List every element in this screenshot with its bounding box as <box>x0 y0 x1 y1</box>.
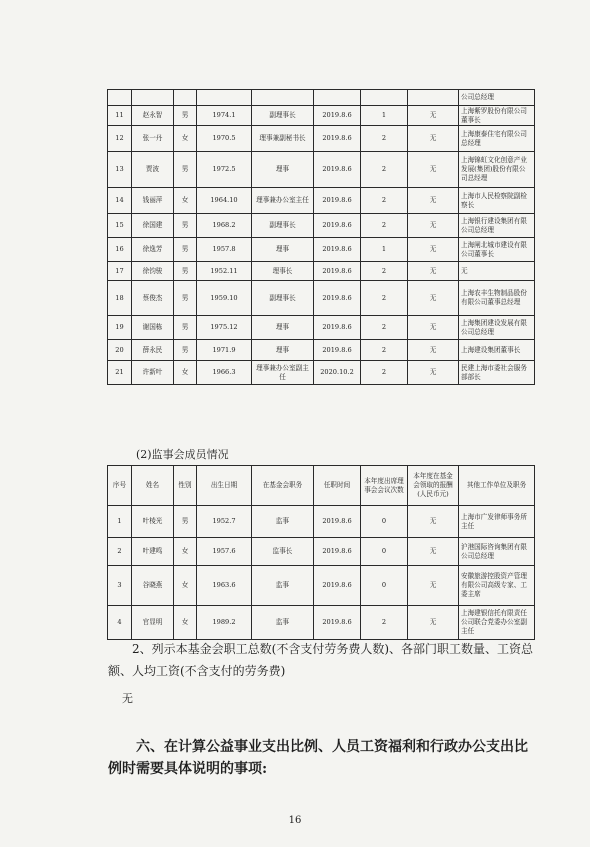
table-cell: 徐逸芳 <box>132 238 174 262</box>
table-cell: 女 <box>174 361 197 385</box>
table-header-cell: 任职时间 <box>314 466 361 506</box>
table-cell: 1971.9 <box>197 340 252 361</box>
table-cell: 理事长 <box>252 262 314 281</box>
table-cell: 谷晓燕 <box>132 566 174 606</box>
table-cell: 谢国栋 <box>132 316 174 340</box>
table-cell: 2019.8.6 <box>314 238 361 262</box>
table-cell: 11 <box>108 106 132 126</box>
table-cell: 叶棱光 <box>132 506 174 538</box>
table-cell: 无 <box>408 538 459 566</box>
table-cell: 女 <box>174 188 197 214</box>
table-cell: 女 <box>174 566 197 606</box>
table-header-row <box>108 466 535 506</box>
table-cell: 男 <box>174 316 197 340</box>
table-cell: 1959.10 <box>197 281 252 316</box>
table-cell: 2 <box>361 262 408 281</box>
table-cell: 薛永民 <box>132 340 174 361</box>
table-cell: 2019.8.6 <box>314 340 361 361</box>
table-cell: 2019.8.6 <box>314 316 361 340</box>
table-cell: 男 <box>174 238 197 262</box>
table-row <box>108 281 535 316</box>
table-cell: 2 <box>361 188 408 214</box>
table-cell: 18 <box>108 281 132 316</box>
table-cell: 男 <box>174 262 197 281</box>
table-cell: 无 <box>408 126 459 152</box>
table-cell: 1989.2 <box>197 606 252 640</box>
section-heading-six: 六、在计算公益事业支出比例、人员工资福利和行政办公支出比例时需要具体说明的事项: <box>108 739 528 777</box>
table-cell: 男 <box>174 281 197 316</box>
table-cell: 21 <box>108 361 132 385</box>
table-header-cell: 序号 <box>108 466 132 506</box>
table-cell: 1 <box>361 106 408 126</box>
table-cell: 2020.10.2 <box>314 361 361 385</box>
table-cell: 2 <box>361 340 408 361</box>
table-row <box>108 152 535 188</box>
table-cell: 1968.2 <box>197 214 252 238</box>
table-cell: 安徽旅游控股资产管理有限公司高级专家、工委主席 <box>459 566 535 606</box>
table-cell: 赵永智 <box>132 106 174 126</box>
table-cell: 女 <box>174 606 197 640</box>
table-cell: 2019.8.6 <box>314 566 361 606</box>
table-cell: 无 <box>408 361 459 385</box>
table-cell: 沪港国际咨询集团有限公司总经理 <box>459 538 535 566</box>
table-header-cell: 本年度在基金会领取的报酬(人民币元) <box>408 466 459 506</box>
supervisors-table <box>107 465 535 640</box>
table-cell: 张一丹 <box>132 126 174 152</box>
table-cell: 2019.8.6 <box>314 152 361 188</box>
table-cell: 上海建设集团董事长 <box>459 340 535 361</box>
table-cell: 男 <box>174 152 197 188</box>
table-cell: 副理事长 <box>252 106 314 126</box>
table-cell: 1974.1 <box>197 106 252 126</box>
table-cell: 2 <box>361 214 408 238</box>
table-cell: 无 <box>408 188 459 214</box>
table-row <box>108 238 535 262</box>
table-cell: 无 <box>408 152 459 188</box>
table-header-cell: 其他工作单位及职务 <box>459 466 535 506</box>
table-cell: 男 <box>174 214 197 238</box>
table-cell: 无 <box>408 106 459 126</box>
table-cell: 无 <box>408 606 459 640</box>
table-cell: 理事 <box>252 152 314 188</box>
table-cell: 公司总经理 <box>459 90 535 106</box>
table-row <box>108 90 535 106</box>
table-cell: 叶建鸣 <box>132 538 174 566</box>
paragraph-answer: 无 <box>122 692 133 705</box>
table-cell: 14 <box>108 188 132 214</box>
table-cell: 2 <box>108 538 132 566</box>
table-row <box>108 126 535 152</box>
table-cell: 1952.11 <box>197 262 252 281</box>
table-cell: 0 <box>361 538 408 566</box>
table-row <box>108 106 535 126</box>
table-cell: 上海建银信托有限责任公司联合党委办公室副主任 <box>459 606 535 640</box>
table-cell: 副理事长 <box>252 281 314 316</box>
paragraph-staff-info: 2、列示本基金会职工总数(不含支付劳务费人数)、各部门职工数量、工资总额、人均工资(不含支付的劳务费) <box>108 642 534 678</box>
table-cell: 上海市人民检察院副检察长 <box>459 188 535 214</box>
table-cell: 2 <box>361 152 408 188</box>
table-row <box>108 606 535 640</box>
table-cell: 1 <box>361 238 408 262</box>
table-cell: 2019.8.6 <box>314 188 361 214</box>
table-cell: 男 <box>174 106 197 126</box>
table-cell: 2019.8.6 <box>314 262 361 281</box>
table-cell: 15 <box>108 214 132 238</box>
table-cell: 13 <box>108 152 132 188</box>
table-row <box>108 566 535 606</box>
table-cell: 无 <box>408 340 459 361</box>
table-cell: 监事长 <box>252 538 314 566</box>
table-cell: 无 <box>408 214 459 238</box>
table-cell: 上海集团建设发展有限公司总经理 <box>459 316 535 340</box>
table-cell: 1975.12 <box>197 316 252 340</box>
table-row <box>108 538 535 566</box>
table-cell: 3 <box>108 566 132 606</box>
table-cell: 监事 <box>252 606 314 640</box>
table-cell: 1957.8 <box>197 238 252 262</box>
table-cell: 许新叶 <box>132 361 174 385</box>
table-cell: 2019.8.6 <box>314 214 361 238</box>
table-cell: 贾波 <box>132 152 174 188</box>
table-cell: 无 <box>408 238 459 262</box>
page-number: 16 <box>288 815 302 826</box>
table-cell: 女 <box>174 126 197 152</box>
table-cell: 1964.10 <box>197 188 252 214</box>
table-cell: 理事 <box>252 316 314 340</box>
table-cell: 16 <box>108 238 132 262</box>
table-cell: 理事兼办公室主任 <box>252 188 314 214</box>
table-cell: 1957.6 <box>197 538 252 566</box>
board-members-table <box>107 89 535 385</box>
table-cell: 女 <box>174 538 197 566</box>
table-cell: 2 <box>361 606 408 640</box>
table-cell: 上海紫罗股份有限公司董事长 <box>459 106 535 126</box>
table-cell: 1966.3 <box>197 361 252 385</box>
table-cell: 民建上海市委社会服务部部长 <box>459 361 535 385</box>
table-header-cell: 在基金会职务 <box>252 466 314 506</box>
table-header-cell: 本年度出席理事会会议次数 <box>361 466 408 506</box>
table-row <box>108 361 535 385</box>
table-cell: 男 <box>174 340 197 361</box>
table-cell: 2 <box>361 281 408 316</box>
table-cell: 徐钧骏 <box>132 262 174 281</box>
table-cell: 2019.8.6 <box>314 281 361 316</box>
table-cell: 监事 <box>252 566 314 606</box>
table-cell: 上海康泰住宅有限公司总经理 <box>459 126 535 152</box>
table-cell: 副理事长 <box>252 214 314 238</box>
table-cell: 0 <box>361 506 408 538</box>
table-cell: 钱丽萍 <box>132 188 174 214</box>
table-cell: 理事兼副秘书长 <box>252 126 314 152</box>
table-cell: 男 <box>174 506 197 538</box>
table-cell: 2 <box>361 361 408 385</box>
table-row <box>108 340 535 361</box>
table-cell: 2019.8.6 <box>314 126 361 152</box>
table-header-cell: 性别 <box>174 466 197 506</box>
table-cell: 上海闸北城市建设有限公司董事长 <box>459 238 535 262</box>
table-cell: 19 <box>108 316 132 340</box>
table-cell: 无 <box>408 316 459 340</box>
supervisors-section-label: (2)监事会成员情况 <box>136 448 229 461</box>
table-cell: 2019.8.6 <box>314 538 361 566</box>
table-row <box>108 188 535 214</box>
table-cell: 无 <box>408 566 459 606</box>
table-cell: 17 <box>108 262 132 281</box>
table-cell: 2 <box>361 316 408 340</box>
table-cell: 徐国建 <box>132 214 174 238</box>
table-cell: 无 <box>459 262 535 281</box>
table-cell: 2019.8.6 <box>314 606 361 640</box>
table-cell: 理事兼办公室副主任 <box>252 361 314 385</box>
table-cell: 理事 <box>252 238 314 262</box>
table-cell: 1970.5 <box>197 126 252 152</box>
table-header-cell: 姓名 <box>132 466 174 506</box>
table-cell: 1 <box>108 506 132 538</box>
table-cell: 官显明 <box>132 606 174 640</box>
table-cell: 4 <box>108 606 132 640</box>
table-cell: 上海锦虹文化创意产业发展(集团)股份有限公司总经理 <box>459 152 535 188</box>
table-cell: 0 <box>361 566 408 606</box>
table-row <box>108 262 535 281</box>
table-row <box>108 506 535 538</box>
table-cell: 上海农丰生物制品股份有限公司董事总经理 <box>459 281 535 316</box>
table-cell: 理事 <box>252 340 314 361</box>
table-cell: 上海银行建设集团有限公司总经理 <box>459 214 535 238</box>
table-cell: 2 <box>361 126 408 152</box>
table-row <box>108 316 535 340</box>
table-row <box>108 214 535 238</box>
table-cell: 上海市广发律师事务所主任 <box>459 506 535 538</box>
table-cell: 无 <box>408 281 459 316</box>
table-cell: 蔡俊杰 <box>132 281 174 316</box>
table-cell: 2019.8.6 <box>314 506 361 538</box>
table-cell: 20 <box>108 340 132 361</box>
table-cell: 无 <box>408 262 459 281</box>
table-cell: 1963.6 <box>197 566 252 606</box>
table-cell: 1972.5 <box>197 152 252 188</box>
table-header-cell: 出生日期 <box>197 466 252 506</box>
table-cell: 12 <box>108 126 132 152</box>
table-cell: 无 <box>408 506 459 538</box>
table-cell: 1952.7 <box>197 506 252 538</box>
table-cell: 2019.8.6 <box>314 106 361 126</box>
table-cell: 监事 <box>252 506 314 538</box>
